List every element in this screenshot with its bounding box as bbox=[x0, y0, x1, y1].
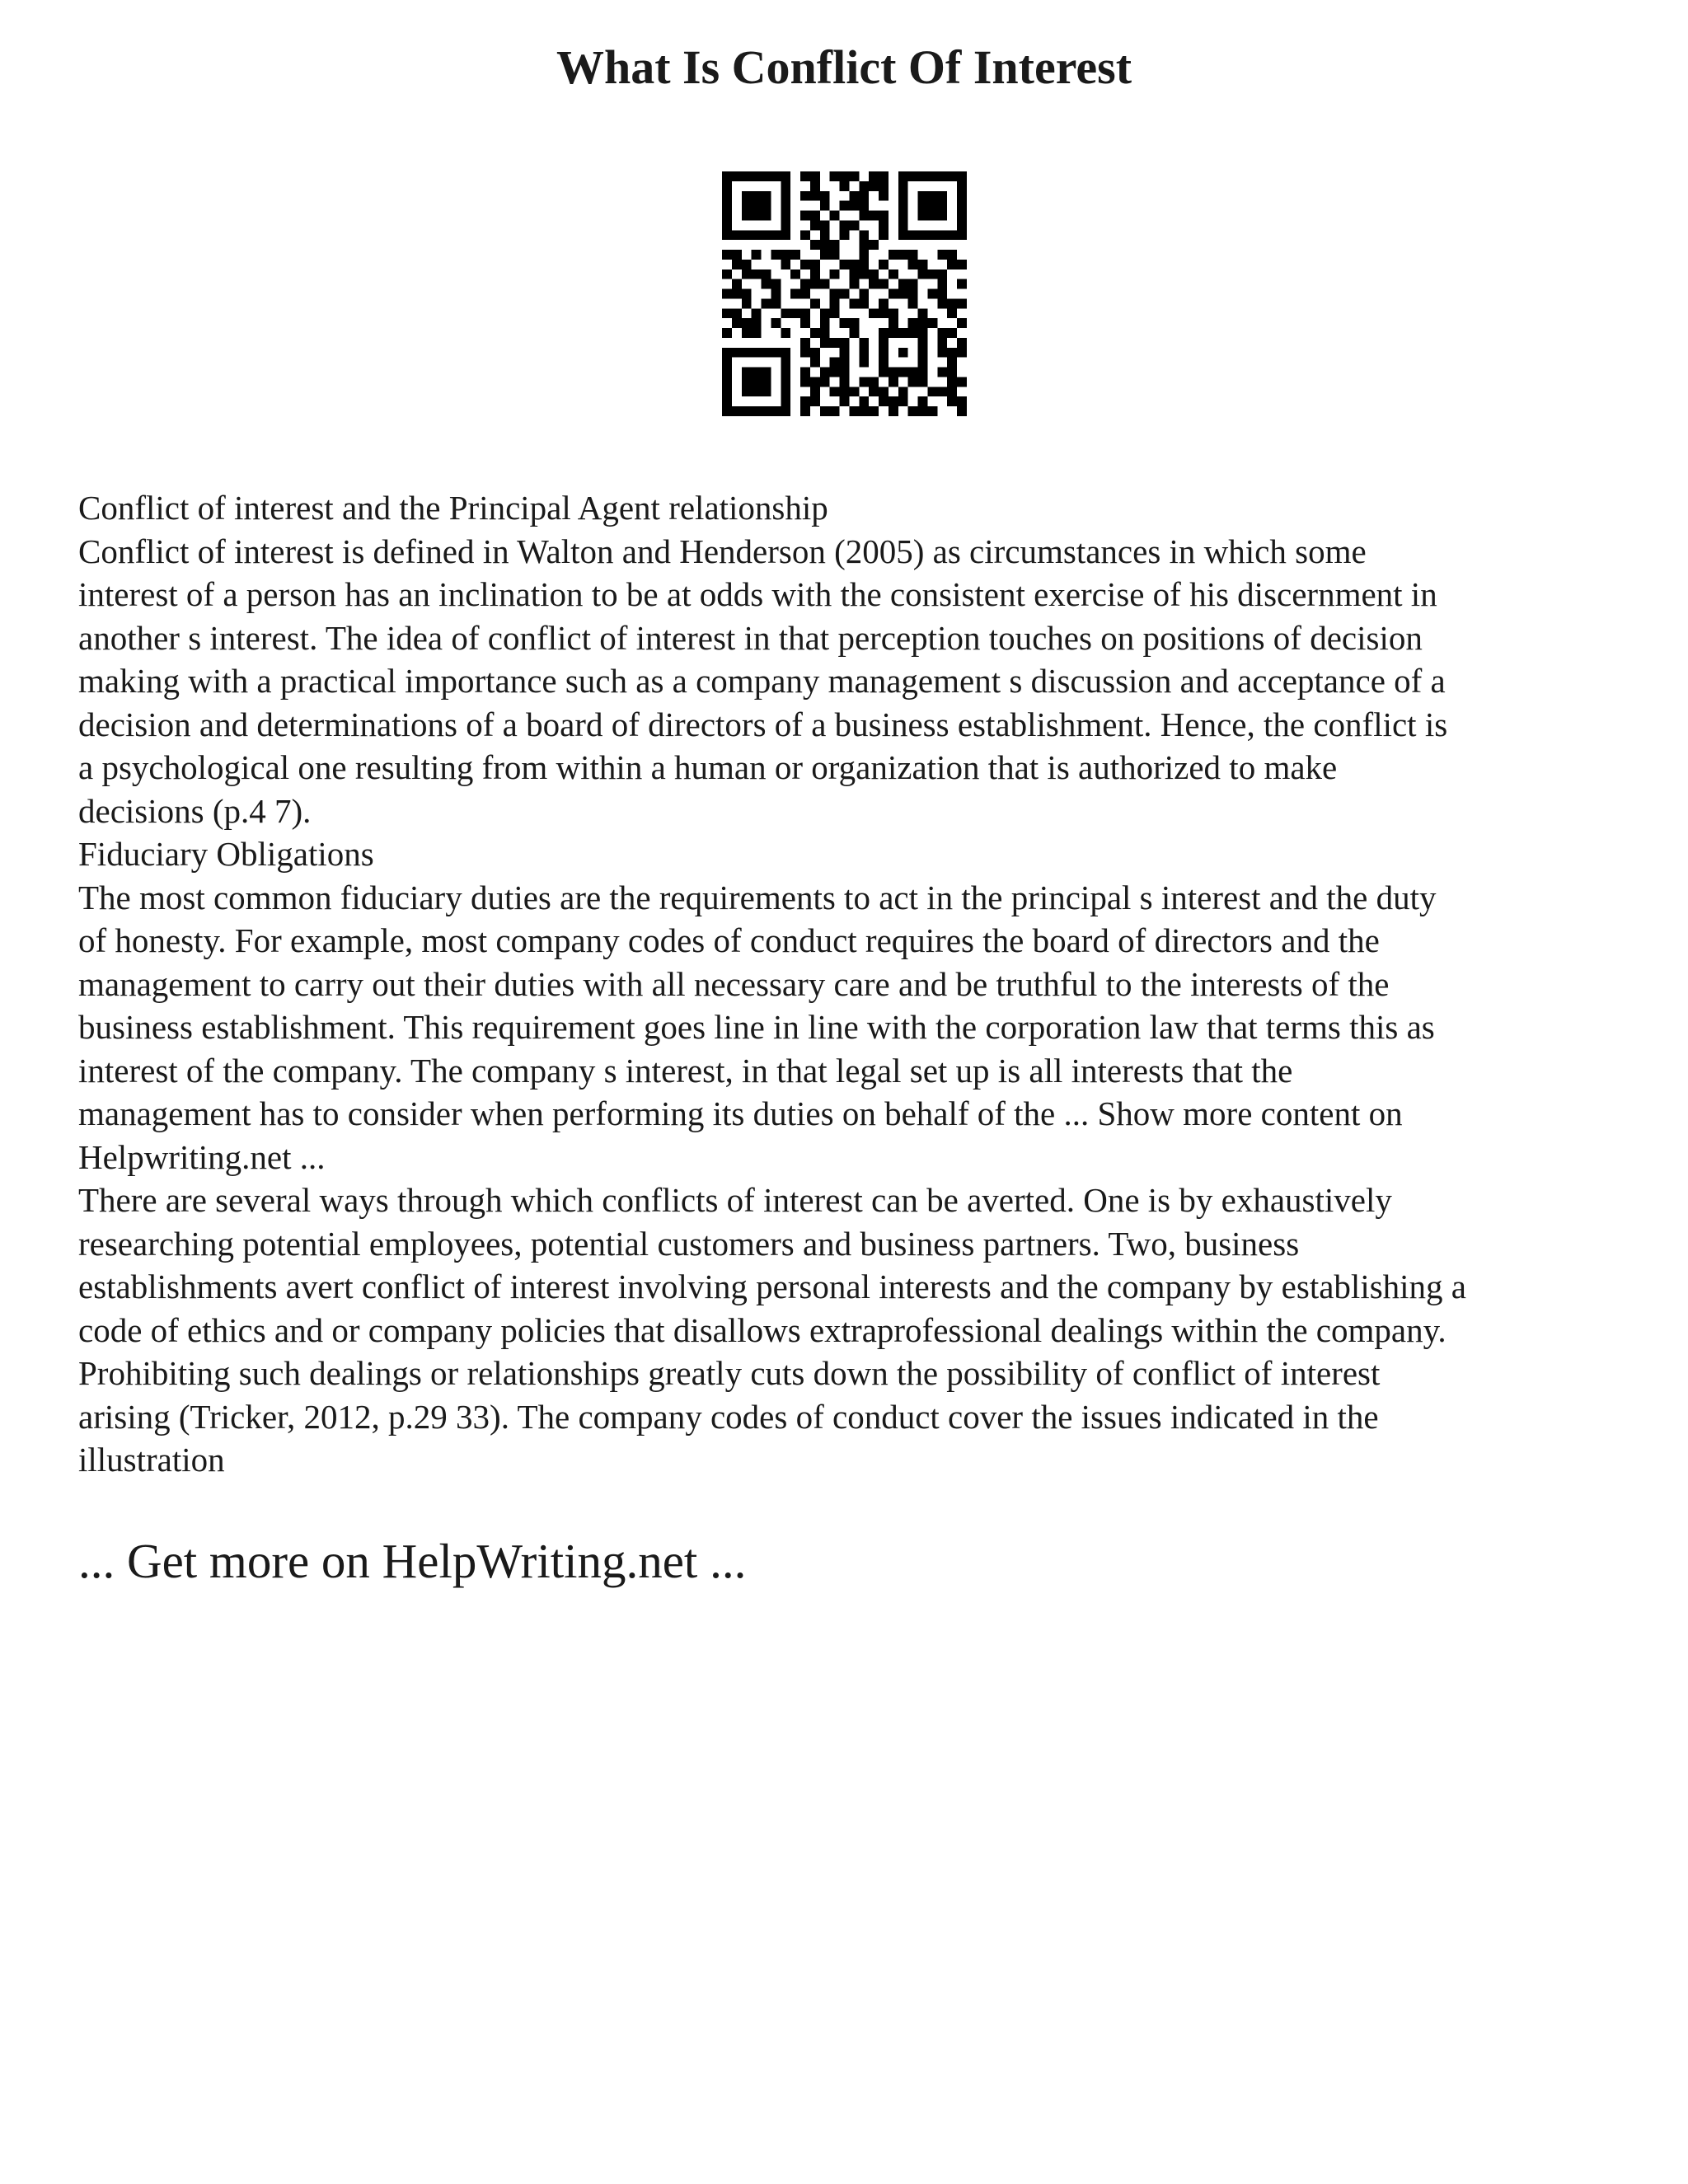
body-line: interest of the company. The company s interest, in that legal set up is all interests that the bbox=[78, 1051, 1293, 1090]
body-line: Conflict of interest and the Principal Agent relationship bbox=[78, 489, 828, 527]
body-line: researching potential employees, potential customers and business partners. Two, business bbox=[78, 1224, 1300, 1263]
body-line: business establishment. This requirement goes line in line with the corporation law that terms this as bbox=[78, 1008, 1435, 1046]
body-line: arising (Tricker, 2012, p.29 33). The company codes of conduct cover the issues indicated in the bbox=[78, 1397, 1379, 1436]
body-line: Prohibiting such dealings or relationships greatly cuts down the possibility of conflict of interest bbox=[78, 1354, 1381, 1392]
body-line: establishments avert conflict of interest involving personal interests and the company by establishing a bbox=[78, 1268, 1467, 1305]
qr-code-graphic bbox=[722, 171, 967, 416]
page-title: What Is Conflict Of Interest bbox=[556, 40, 1132, 94]
body-line: decision and determinations of a board of directors of a business establishment. Hence, the conflict is bbox=[78, 705, 1448, 743]
body-line: The most common fiduciary duties are the requirements to act in the principal s interest and the duty bbox=[78, 878, 1437, 916]
get-more-link[interactable]: ... Get more on HelpWriting.net ... bbox=[78, 1534, 747, 1588]
body-line: management to carry out their duties with all necessary care and be truthful to the interests of the bbox=[78, 964, 1390, 1003]
body-line: of honesty. For example, most company codes of conduct requires the board of directors and the bbox=[78, 921, 1380, 959]
body-line: Conflict of interest is defined in Walton and Henderson (2005) as circumstances in which some bbox=[78, 532, 1367, 570]
body-line: Helpwriting.net ... bbox=[78, 1137, 326, 1176]
article-body bbox=[78, 486, 1628, 1482]
body-line: There are several ways through which conflicts of interest can be averted. One is by exhaustively bbox=[78, 1181, 1392, 1219]
body-line: interest of a person has an inclination to be at odds with the consistent exercise of his discernment in bbox=[78, 575, 1437, 613]
body-line: code of ethics and or company policies that disallows extraprofessional dealings within the company. bbox=[78, 1310, 1447, 1349]
body-line: a psychological one resulting from within a human or organization that is authorized to make bbox=[78, 748, 1338, 786]
body-line: another s interest. The idea of conflict of interest in that perception touches on positions of decision bbox=[78, 618, 1423, 657]
body-line: management has to consider when performing its duties on behalf of the ... Show more content on bbox=[78, 1094, 1403, 1132]
body-line: making with a practical importance such as a company management s discussion and acceptance of a bbox=[78, 662, 1446, 700]
qr-code-icon[interactable] bbox=[722, 171, 967, 416]
body-line: Fiduciary Obligations bbox=[78, 835, 374, 873]
body-line: illustration bbox=[78, 1441, 225, 1479]
body-line: decisions (p.4 7). bbox=[78, 791, 312, 830]
